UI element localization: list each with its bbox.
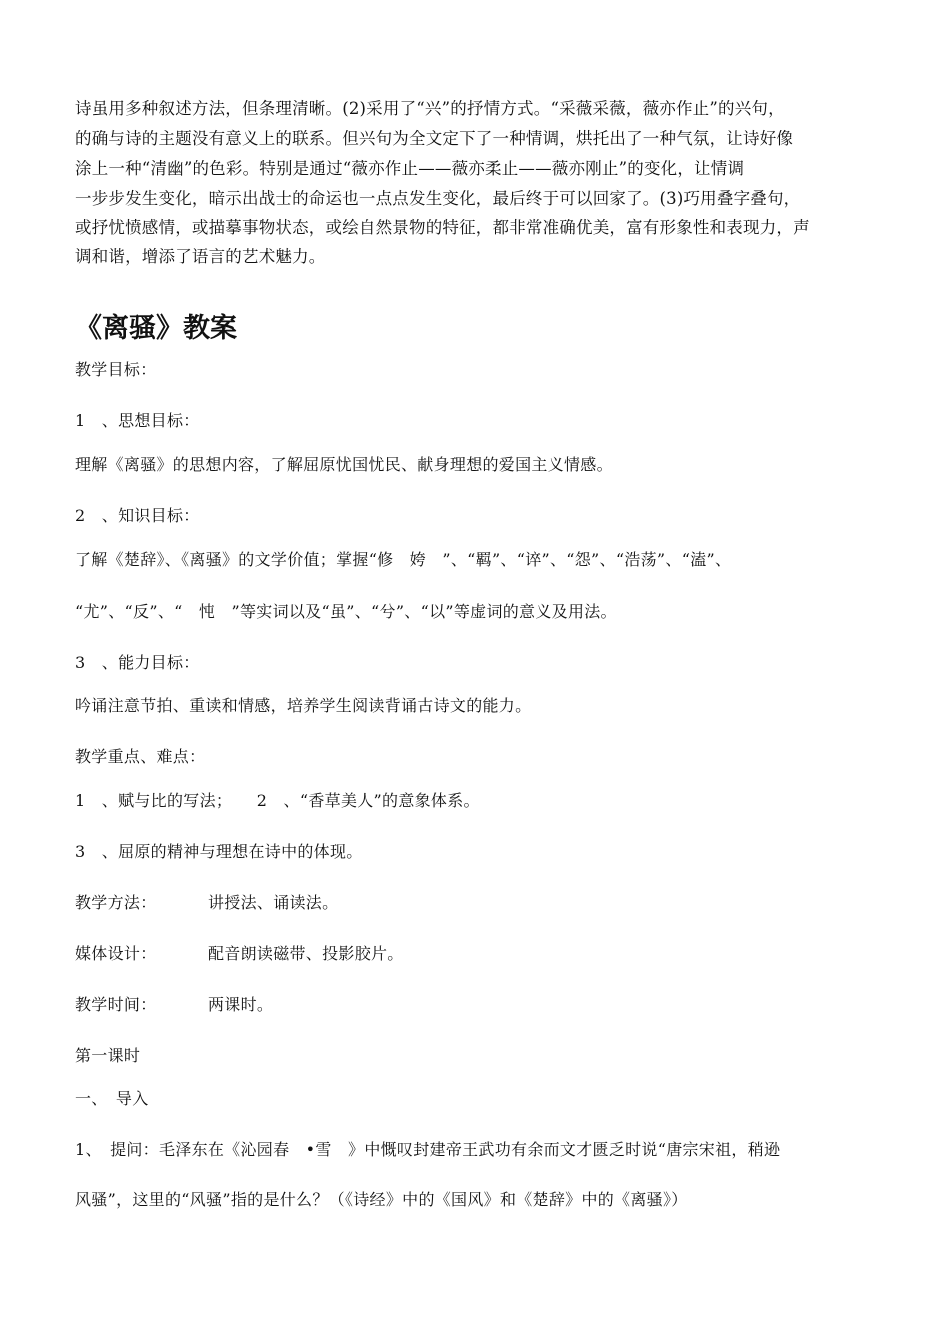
keypoint-item: 1 、赋与比的写法； 2 、“香草美人”的意象体系。 xyxy=(75,791,480,810)
intro-line: 涂上一种“清幽”的色彩。特别是通过“薇亦作止——薇亦柔止——薇亦刚止”的变化，让情调 xyxy=(75,159,745,178)
lesson-heading: 第一课时 xyxy=(75,1046,141,1065)
media-label: 媒体设计： xyxy=(75,944,157,963)
time-label: 教学时间： xyxy=(75,995,157,1014)
goal1-text: 理解《离骚》的思想内容，了解屈原忧国忧民、献身理想的爱国主义情感。 xyxy=(75,455,613,474)
media-row xyxy=(75,941,890,964)
intro-line: 或抒忧愤感情，或描摹事物状态，或绘自然景物的特征，都非常准确优美，富有形象性和表现力，声 xyxy=(75,218,810,237)
media-value: 配音朗读磁带、投影胶片。 xyxy=(208,944,404,963)
goal2-heading: 2 、知识目标： xyxy=(75,506,200,525)
method-value: 讲授法、诵读法。 xyxy=(208,893,339,912)
method-label: 教学方法： xyxy=(75,893,157,912)
goal3-heading: 3 、能力目标： xyxy=(75,653,200,672)
goal3-text: 吟诵注意节拍、重读和情感，培养学生阅读背诵古诗文的能力。 xyxy=(75,696,532,715)
intro-line: 调和谐，增添了语言的艺术魅力。 xyxy=(75,247,326,266)
section-heading: 一、 导入 xyxy=(75,1089,149,1108)
goal2-text: “尤”、“反”、“ 忳 ”等实词以及“虽”、“兮”、“以”等虚词的意义及用法。 xyxy=(75,602,617,621)
keypoints-heading: 教学重点、难点： xyxy=(75,747,206,766)
intro-line: 诗虽用多种叙述方法，但条理清晰。(2)采用了“兴”的抒情方式。“采薇采薇，薇亦作止”的兴句， xyxy=(75,99,785,118)
keypoint-item: 3 、屈原的精神与理想在诗中的体现。 xyxy=(75,842,363,861)
question-text: 1、 提问：毛泽东在《沁园春 •雪 》中慨叹封建帝王武功有余而文才匮乏时说“唐宗宋祖，稍逊 xyxy=(75,1140,781,1159)
time-value: 两课时。 xyxy=(208,995,274,1014)
intro-line: 一步步发生变化，暗示出战士的命运也一点点发生变化，最后终于可以回家了。(3)巧用叠字叠句， xyxy=(75,189,801,208)
goals-heading: 教学目标： xyxy=(75,360,157,379)
page-title: 《离骚》教案 xyxy=(75,313,237,344)
goal1-heading: 1 、思想目标： xyxy=(75,411,200,430)
question-text: 风骚”，这里的“风骚”指的是什么？（《诗经》中的《国风》和《楚辞》中的《离骚》） xyxy=(75,1190,688,1209)
method-row xyxy=(75,890,890,913)
time-row xyxy=(75,992,890,1015)
goal2-text: 了解《楚辞》、《离骚》的文学价值；掌握“修 姱 ”、“羁”、“谇”、“怨”、“浩荡”、“溘”、 xyxy=(75,550,732,569)
intro-line: 的确与诗的主题没有意义上的联系。但兴句为全文定下了一种情调，烘托出了一种气氛，让诗好像 xyxy=(75,129,794,148)
